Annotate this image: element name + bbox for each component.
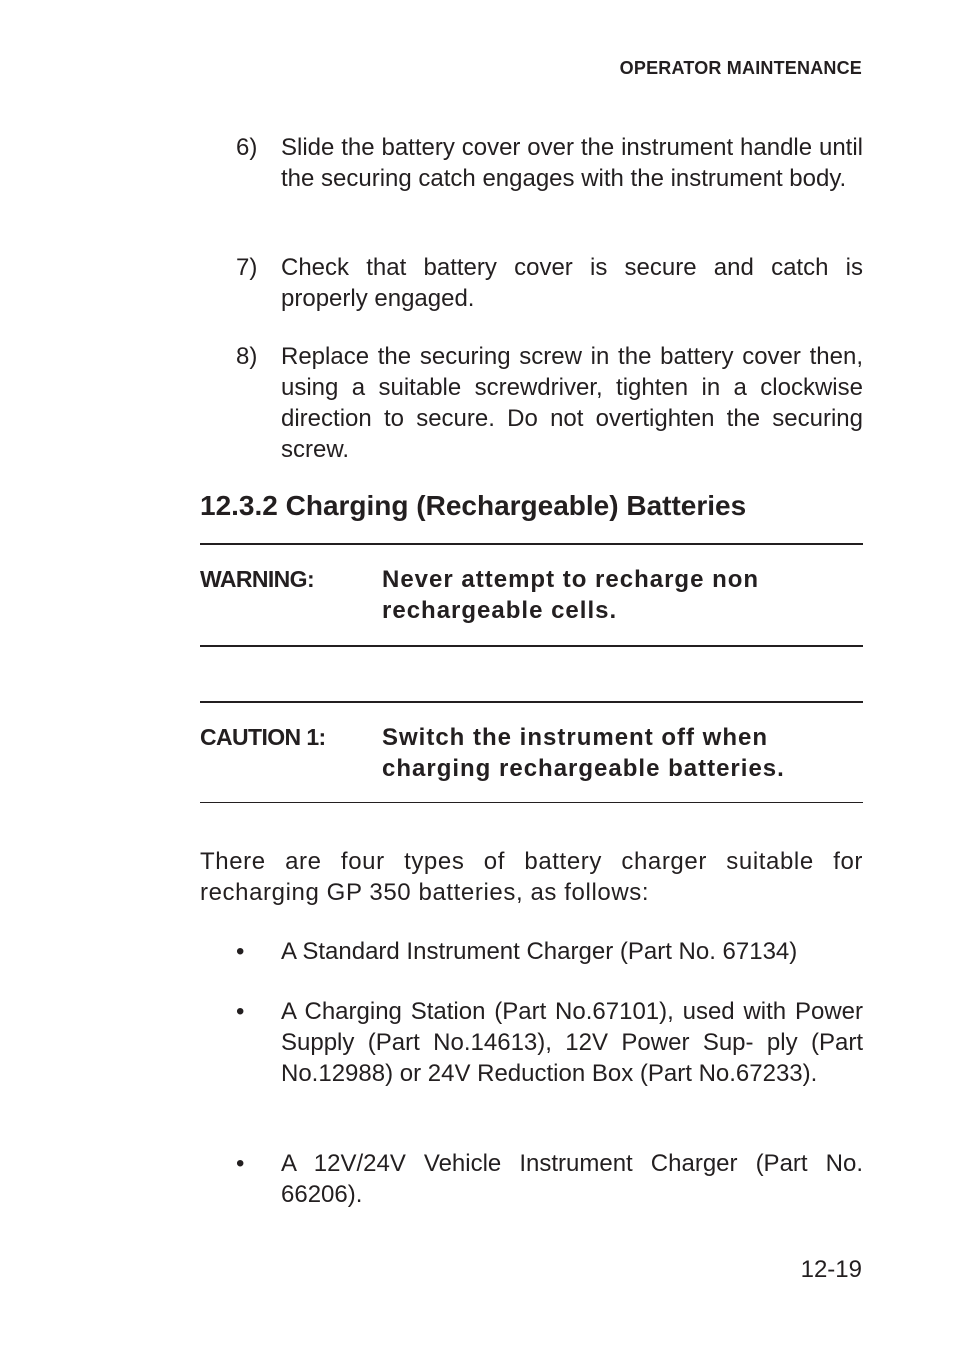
caution-notice	[200, 722, 863, 784]
page-number: 12-19	[800, 1256, 862, 1283]
section-title: 12.3.2 Charging (Rechargeable) Batteries	[200, 490, 747, 521]
caution-label: CAUTION 1:	[200, 724, 326, 750]
step-number: 7)	[236, 254, 258, 281]
bullet-text: A 12V/24V Vehicle Instrument Charger (Part No. 66206).	[281, 1150, 863, 1208]
step-number: 8)	[236, 343, 258, 370]
bullet-text: A Standard Instrument Charger (Part No. 67134)	[281, 938, 798, 965]
intro-paragraph: There are four types of battery charger suitable for recharging GP 350 batteries, as follows:	[200, 848, 863, 906]
warning-text: Never attempt to recharge non rechargeable cells.	[382, 566, 760, 624]
caution-bottom-rule	[200, 802, 863, 803]
step-text: Slide the battery cover over the instrument handle until the securing catch engages with the instrument body.	[281, 134, 863, 192]
step-7	[236, 252, 863, 314]
caution-text: Switch the instrument off when charging rechargeable batteries.	[382, 724, 785, 782]
warning-notice	[200, 564, 863, 626]
bullet-marker: •	[236, 998, 245, 1025]
bullet-text: A Charging Station (Part No.67101), used with Power Supply (Part No.14613), 12V Power Sup- ply (Part No.12988) or 24V Reduction Box (Part No.67233).	[281, 998, 863, 1087]
caution-top-rule	[200, 701, 863, 703]
bullet-marker: •	[236, 1150, 245, 1177]
list-item	[236, 936, 863, 967]
step-text: Replace the securing screw in the battery cover then, using a suitable screwdriver, tighten in a clockwise direction to secure. Do not overtighten the securing screw.	[281, 343, 863, 463]
step-number: 6)	[236, 134, 258, 161]
step-8	[236, 341, 863, 465]
bullet-marker: •	[236, 938, 245, 965]
list-item	[236, 996, 863, 1089]
running-header: OPERATOR MAINTENANCE	[619, 58, 862, 78]
list-item	[236, 1148, 863, 1210]
step-6	[236, 132, 863, 194]
warning-top-rule	[200, 543, 863, 545]
step-text: Check that battery cover is secure and catch is properly engaged.	[281, 254, 863, 312]
warning-label: WARNING:	[200, 566, 315, 592]
warning-bottom-rule	[200, 645, 863, 647]
